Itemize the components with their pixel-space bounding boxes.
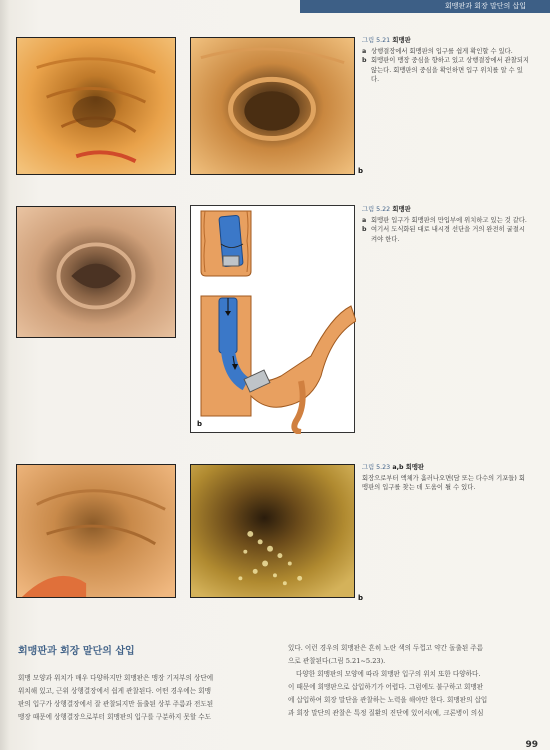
page-number: 99	[525, 740, 538, 750]
text-line: 다양한 회맹판의 모양에 따라 회맹판 입구의 위치 또한 다양하다.	[296, 670, 481, 678]
valve-insertion-diagram	[190, 205, 355, 433]
diagram-svg	[191, 206, 356, 434]
text-line: 맹장 때문에 상행결장으로부터 회맹판의 입구를 구분하지 못할 수도	[18, 713, 212, 721]
text-line: 판의 입구가 상행결장에서 잘 관찰되지만 돌출된 상부 주름과 전도된	[18, 700, 214, 708]
left-column-text	[18, 672, 274, 724]
figure-title: 그림 5.21 회맹판	[362, 37, 411, 44]
diagram-panel-b-label: b	[197, 420, 203, 428]
endoscopy-image-5-21a	[16, 37, 176, 175]
panel-b-label: b	[358, 167, 364, 175]
endoscopy-image-5-22a	[16, 206, 176, 338]
caption-item: a 상행결장에서 회맹판의 입구를 쉽게 확인할 수 있다.	[362, 47, 513, 55]
endoscopy-image-5-21b	[190, 37, 355, 175]
text-line: 있다. 이런 경우의 회맹판은 흔히 노란 색의 두껍고 약간 돌출된 주름	[288, 644, 484, 652]
text-line: 위치해 있고, 근위 상행결장에서 쉽게 관찰된다. 어떤 경우에는 회맹	[18, 687, 211, 695]
text-line: 이 때문에 회맹판으로 삽입하기가 어렵다. 그럼에도 불구하고 회맹판	[288, 683, 484, 691]
text-line: 과 회장 말단의 관찰은 특정 질환의 진단에 있어서(예, 크론병이 의심	[288, 709, 484, 717]
text-line: 회맹 모양과 위치가 매우 다양하지만 회맹판은 맹장 기저부의 상단에	[18, 674, 214, 682]
panel-b-label: b	[358, 594, 364, 602]
figure-caption-5-22	[362, 205, 530, 244]
section-title: 회맹판과 회장 말단의 삽입	[18, 646, 135, 657]
figure-title: 그림 5.23 a,b 회맹판	[362, 464, 424, 471]
figure-title: 그림 5.22 회맹판	[362, 206, 411, 213]
text-line: 에 삽입하여 회장 말단을 관찰하는 노력을 해야만 한다. 회맹판의 삽입	[288, 696, 488, 704]
endoscopy-image-5-23a	[16, 464, 176, 598]
text-line: 으로 관찰된다(그림 5.21~5.23).	[288, 657, 386, 665]
caption-item: a 회맹판 입구가 회맹판의 만입부에 위치하고 있는 것 같다.	[362, 216, 527, 224]
figure-caption-5-21	[362, 36, 530, 85]
caption-description: 회장으로부터 액체가 흘러나오면(담 또는 다수의 기포들) 회맹판의 입구를 찾는 데 도움이 될 수 있다.	[362, 474, 525, 492]
caption-item: b 회맹판이 맹장 중심을 향하고 있고 상행결장에서 관찰되지 않는다. 회맹판의 중심을 확인하면 입구 위치를 알 수 있다.	[362, 57, 529, 84]
endoscopy-image-5-23b	[190, 464, 355, 598]
running-header: 회맹판과 회장 말단의 삽입	[300, 0, 550, 13]
right-column-text	[288, 642, 538, 720]
caption-item: b 여기서 도식화된 대로 내시경 선단을 거의 완전히 굴절시켜야 한다.	[362, 226, 525, 243]
figure-caption-5-23	[362, 463, 530, 493]
